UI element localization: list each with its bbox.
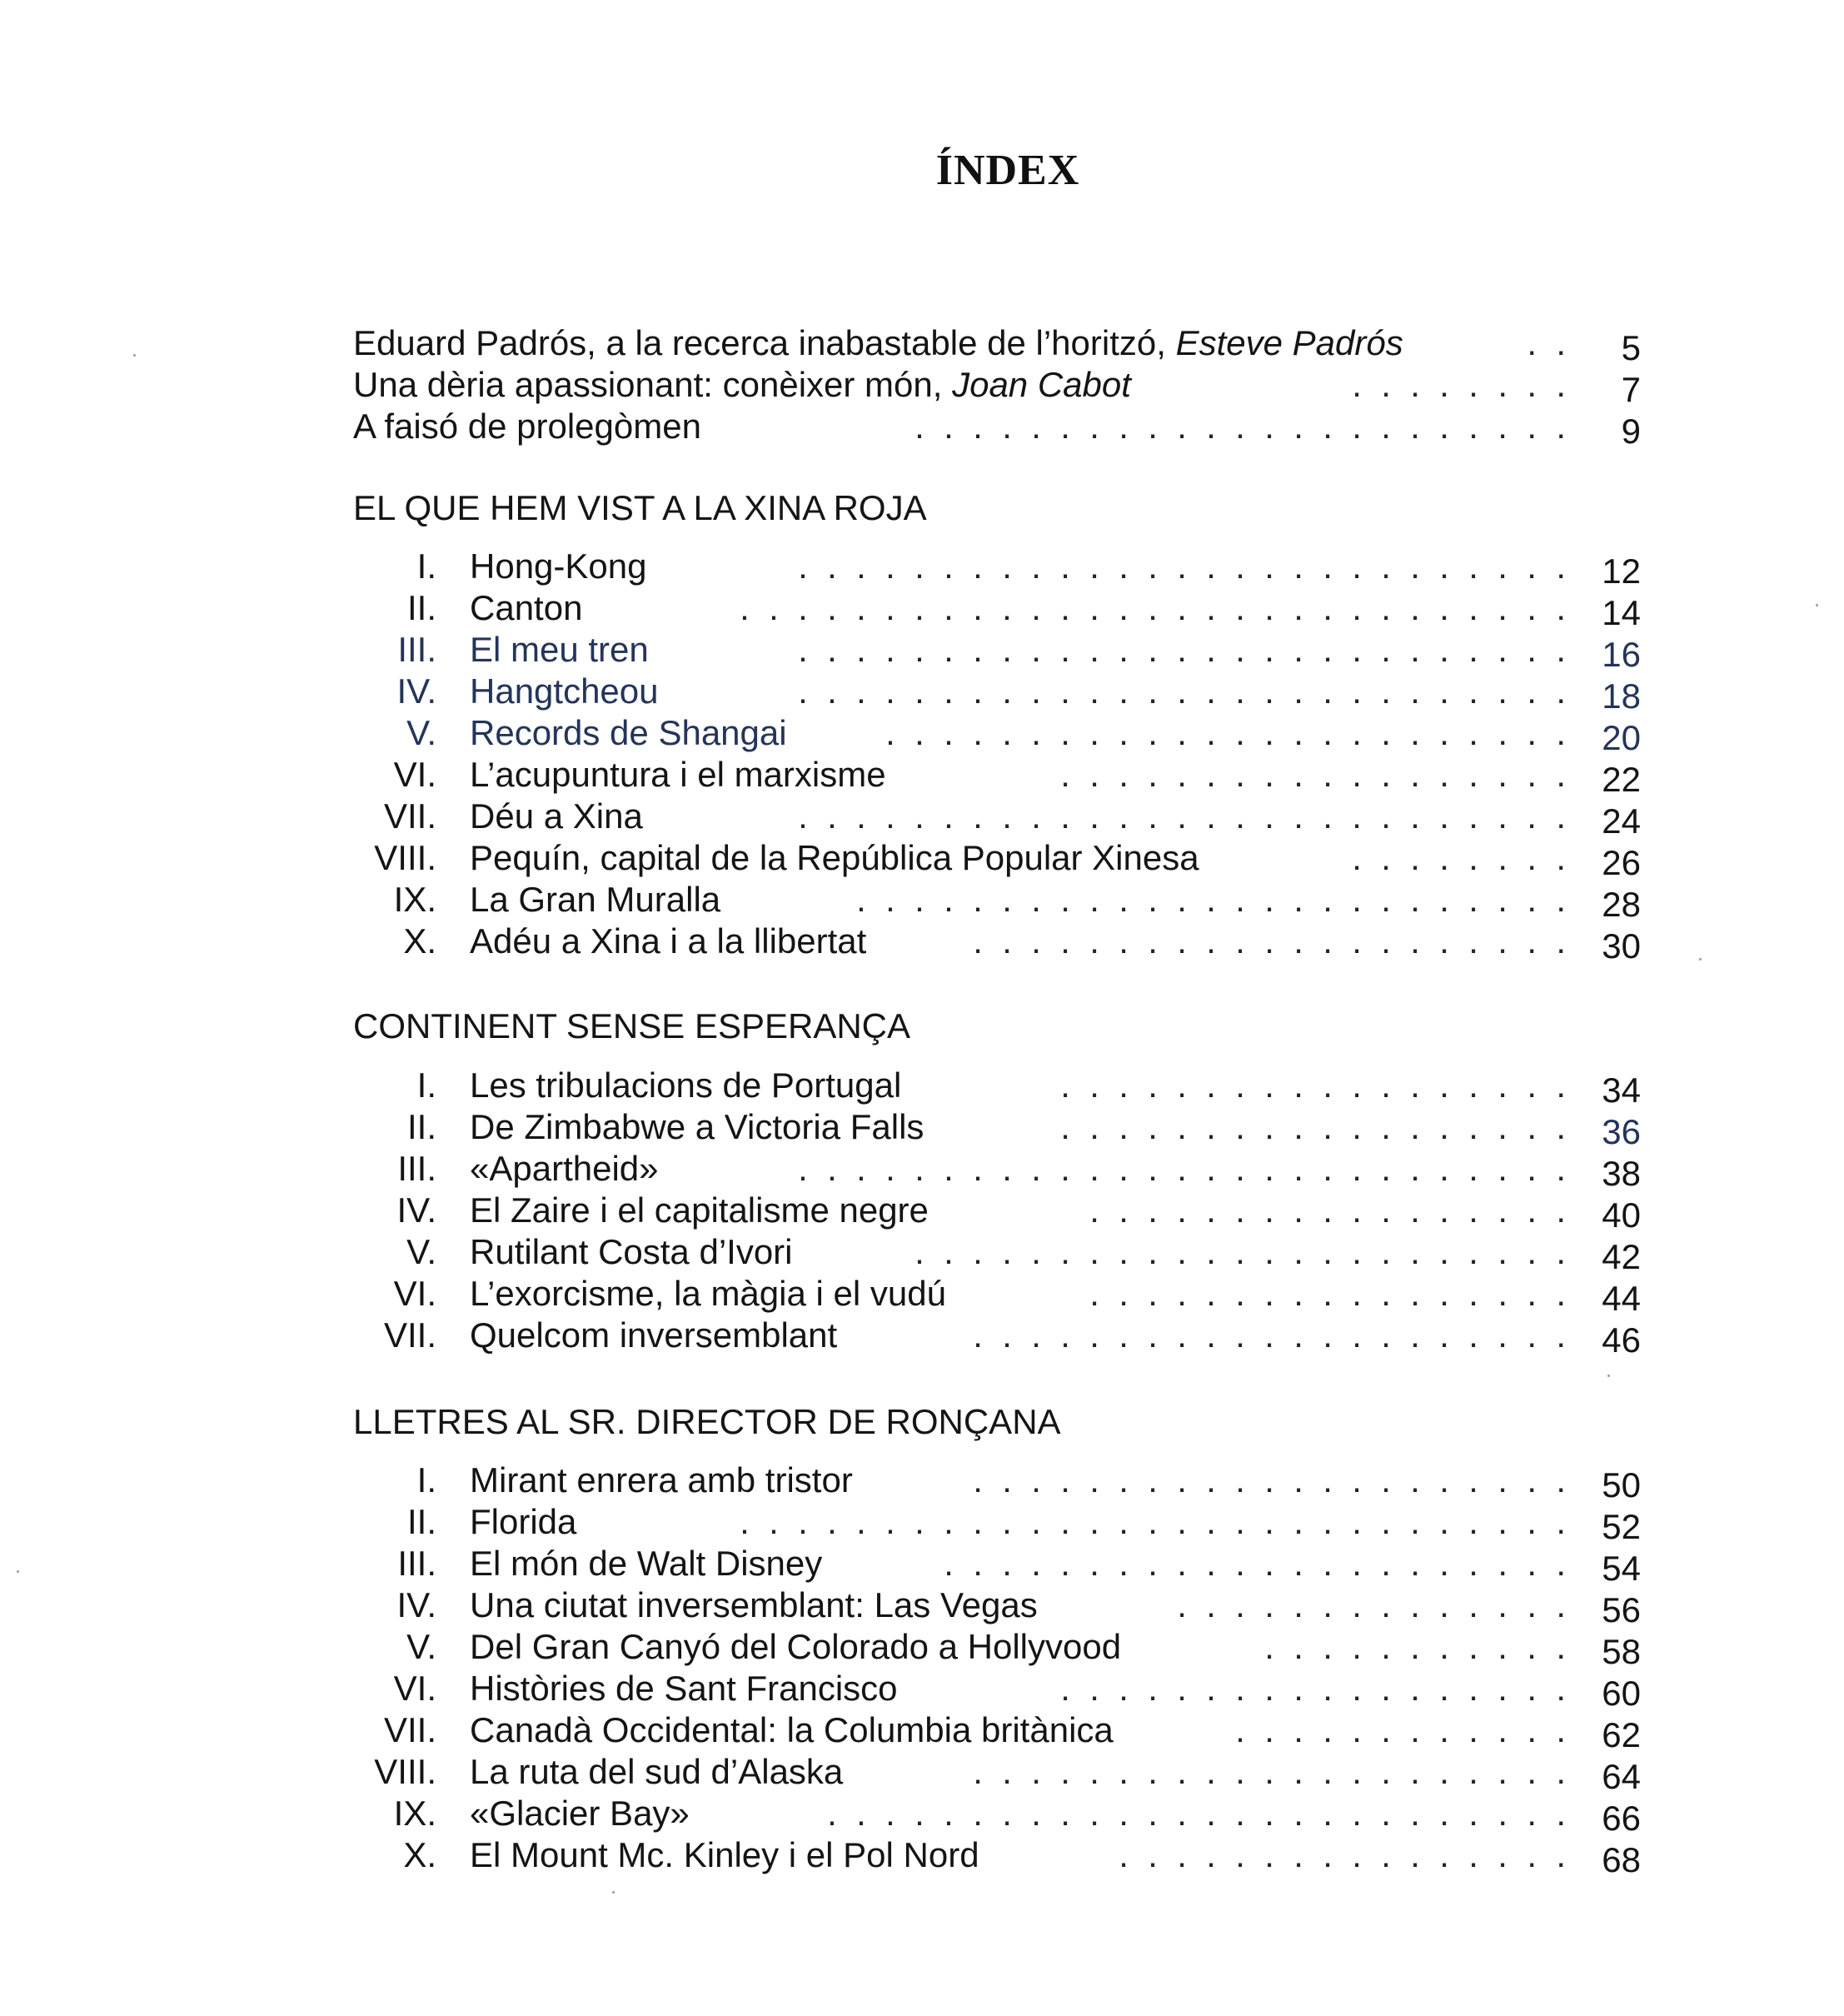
chapter-number: VIII.	[374, 838, 436, 877]
toc-entry	[353, 837, 1641, 882]
page-title: ÍNDEX	[935, 147, 1080, 194]
chapter-page: 14	[1602, 593, 1641, 632]
chapter-number: VII.	[383, 1710, 436, 1749]
chapter-number: III.	[397, 630, 436, 669]
chapter-title: Canadà Occidental: la Columbia britànica	[470, 1710, 1114, 1749]
dot-leader: . . . . . . . . . . . . . . . . . . . . .	[973, 1752, 1566, 1791]
toc-entry-front-1	[353, 322, 1641, 367]
chapter-number: VII.	[383, 796, 436, 836]
chapter-number: IX.	[393, 1794, 436, 1833]
chapter-title: Quelcom inversemblant	[470, 1315, 838, 1355]
dot-leader: . . . . . . . . . . . . . . . . . .	[1060, 1107, 1566, 1146]
chapter-number: IX.	[393, 880, 436, 919]
chapter-number: VIII.	[374, 1752, 436, 1791]
chapter-title: «Apartheid»	[470, 1149, 659, 1188]
chapter-title: Hangtcheou	[470, 671, 659, 711]
entry-author: Joan Cabot	[952, 365, 1131, 404]
chapter-page: 60	[1602, 1674, 1641, 1713]
chapter-number: VI.	[393, 1274, 436, 1313]
dot-leader: . . . . . . . . . . . . . .	[1177, 1585, 1566, 1624]
chapter-title: «Glacier Bay»	[470, 1794, 690, 1833]
chapter-title: L’exorcisme, la màgia i el vudú	[470, 1274, 946, 1313]
toc-entry	[353, 671, 1641, 716]
chapter-page: 62	[1602, 1715, 1641, 1754]
chapter-number: VII.	[383, 1315, 436, 1355]
toc-entry	[353, 1106, 1641, 1151]
chapter-page: 54	[1602, 1549, 1641, 1588]
chapter-page: 18	[1602, 676, 1641, 716]
chapter-title: Rutilant Costa d’Ivori	[470, 1232, 793, 1271]
toc-entry	[353, 1231, 1641, 1276]
dot-leader: . . . . . . . . . . . . . . . . . . . . .	[973, 921, 1566, 961]
toc-entry	[353, 754, 1641, 799]
chapter-page: 20	[1602, 718, 1641, 757]
chapter-title: Mirant enrera amb tristor	[470, 1460, 853, 1500]
chapter-page: 34	[1602, 1070, 1641, 1110]
chapter-page: 52	[1602, 1507, 1641, 1546]
chapter-page: 16	[1602, 635, 1641, 674]
dot-leader: . . . . . . . . . . . . . . . . . . . . .	[973, 1315, 1566, 1355]
chapter-number: II.	[406, 1107, 436, 1146]
chapter-title: El Mount Mc. Kinley i el Pol Nord	[470, 1835, 979, 1874]
chapter-title: El món de Walt Disney	[470, 1544, 823, 1583]
toc-entry	[353, 1668, 1641, 1713]
chapter-title: De Zimbabwe a Victoria Falls	[470, 1107, 924, 1146]
chapter-number: VI.	[393, 755, 436, 794]
dot-leader: . . . . . . . . . . . . . . . . . . . . . . . . . . .	[798, 671, 1566, 711]
chapter-page: 64	[1602, 1757, 1641, 1796]
chapter-number: III.	[397, 1544, 436, 1583]
chapter-number: II.	[406, 588, 436, 627]
chapter-page: 68	[1602, 1840, 1641, 1879]
chapter-page: 24	[1602, 801, 1641, 841]
chapter-page: 46	[1602, 1320, 1641, 1360]
chapter-title: Déu a Xina	[470, 796, 643, 836]
toc-entry-front-3	[353, 406, 1641, 451]
dot-leader: . . . . . . . . . . . . . . . . . . . . . . . . . . . . .	[740, 588, 1566, 627]
speck	[133, 354, 136, 357]
toc-entry	[353, 1315, 1641, 1360]
entry-page: 9	[1621, 412, 1641, 451]
dot-leader: . . . . . . . . . . . . . . . . . . . . . . .	[915, 1232, 1566, 1271]
speck	[612, 1891, 615, 1894]
dot-leader: . . . . . . . . . . . . . . . . . . . . . . . . .	[856, 880, 1566, 919]
chapter-page: 56	[1602, 1590, 1641, 1629]
dot-leader: . . . . . . . . . . . . . . . . . . . . . . . . . . .	[798, 630, 1566, 669]
toc-entry	[353, 1709, 1641, 1754]
dot-leader: . . . . . . . .	[1352, 365, 1566, 404]
toc-entry	[353, 879, 1641, 924]
toc-entry	[353, 1543, 1641, 1588]
entry-title: Eduard Padrós, a la recerca inabastable de l’horitzó,	[353, 323, 1176, 362]
entry-page: 5	[1621, 328, 1641, 367]
chapter-title: Del Gran Canyó del Colorado a Hollyvood	[470, 1627, 1122, 1666]
toc-entry	[353, 1584, 1641, 1629]
section-heading: LLETRES AL SR. DIRECTOR DE RONÇANA	[353, 1402, 1061, 1441]
chapter-number: X.	[403, 921, 436, 961]
chapter-page: 38	[1602, 1154, 1641, 1193]
dot-leader: . . . . . . . . . . . . . . . . . . . . . . .	[915, 407, 1566, 446]
chapter-page: 36	[1602, 1112, 1641, 1151]
toc-entry	[353, 1460, 1641, 1505]
chapter-title: Florida	[470, 1502, 577, 1541]
dot-leader: . . . . . . . . . . . . . . . . . . . . . . . . . . .	[798, 546, 1566, 586]
chapter-title: Una ciutat inversemblant: Las Vegas	[470, 1585, 1038, 1624]
toc-entry	[353, 921, 1641, 966]
toc-entry	[353, 587, 1641, 632]
chapter-page: 30	[1602, 926, 1641, 966]
dot-leader: . .	[1527, 323, 1566, 362]
dot-leader: . . . . . . . . . . . . . . . . . . . . .	[973, 1460, 1566, 1500]
chapter-title: L’acupuntura i el marxisme	[470, 755, 886, 794]
dot-leader: . . . . . . . .	[1352, 838, 1566, 877]
toc-entry	[353, 1273, 1641, 1318]
speck	[17, 1570, 19, 1573]
entry-author: Esteve Padrós	[1175, 323, 1403, 362]
dot-leader: . . . . . . . . . . . . . . . . . . . . . . . .	[885, 713, 1566, 752]
dot-leader: . . . . . . . . . . . .	[1235, 1710, 1566, 1749]
dot-leader: . . . . . . . . . . . . . . . . . . . . . . . . . . .	[798, 1149, 1566, 1188]
chapter-page: 26	[1602, 843, 1641, 882]
chapter-number: V.	[406, 1232, 436, 1271]
toc-entry	[353, 629, 1641, 674]
speck	[1699, 958, 1702, 961]
entry-title: A faisó de prolegòmen	[353, 407, 701, 446]
toc-entry	[353, 1834, 1641, 1879]
chapter-title: El Zaire i el capitalisme negre	[470, 1190, 929, 1230]
chapter-number: IV.	[396, 1585, 436, 1624]
section-heading: EL QUE HEM VIST A LA XINA ROJA	[353, 488, 927, 527]
entry-title: Una dèria apassionant: conèixer món,	[353, 365, 953, 404]
chapter-title: El meu tren	[470, 630, 649, 669]
chapter-number: I.	[416, 1460, 436, 1500]
dot-leader: . . . . . . . . . . . . . . . . . .	[1060, 1065, 1566, 1105]
chapter-number: I.	[416, 1065, 436, 1105]
dot-leader: . . . . . . . . . . . . . . . . .	[1089, 1190, 1566, 1230]
toc-entry	[353, 712, 1641, 757]
toc-entry	[353, 1751, 1641, 1796]
dot-leader: . . . . . . . . . . . . . . . . . . . . . . . . . . . . .	[740, 1502, 1566, 1541]
chapter-page: 58	[1602, 1632, 1641, 1671]
chapter-page: 12	[1602, 551, 1641, 591]
toc-entry-front-2	[353, 364, 1641, 409]
chapter-page: 42	[1602, 1237, 1641, 1276]
chapter-page: 28	[1602, 885, 1641, 924]
speck	[1816, 604, 1818, 606]
chapter-number: V.	[406, 713, 436, 752]
chapter-title: Pequín, capital de la República Popular Xinesa	[470, 838, 1199, 877]
chapter-number: III.	[397, 1149, 436, 1188]
chapter-page: 22	[1602, 760, 1641, 799]
dot-leader: . . . . . . . . . . . . . . . . . . . . . .	[944, 1544, 1566, 1583]
chapter-number: VI.	[393, 1669, 436, 1708]
dot-leader: . . . . . . . . . . . . . . . . . .	[1060, 1669, 1566, 1708]
chapter-title: Hong-Kong	[470, 546, 647, 586]
dot-leader: . . . . . . . . . . .	[1264, 1627, 1566, 1666]
toc-entry	[353, 1065, 1641, 1110]
chapter-page: 40	[1602, 1195, 1641, 1235]
speck	[1607, 1375, 1610, 1377]
entry-page: 7	[1621, 370, 1641, 409]
chapter-number: X.	[403, 1835, 436, 1874]
dot-leader: . . . . . . . . . . . . . . . . . .	[1060, 755, 1566, 794]
chapter-title: Records de Shangai	[470, 713, 787, 752]
chapter-title: Les tribulacions de Portugal	[470, 1065, 902, 1105]
chapter-title: La ruta del sud d’Alaska	[470, 1752, 844, 1791]
chapter-page: 66	[1602, 1799, 1641, 1838]
chapter-page: 44	[1602, 1279, 1641, 1318]
chapter-title: Canton	[470, 588, 583, 627]
toc-entry	[353, 1793, 1641, 1838]
chapter-number: IV.	[396, 671, 436, 711]
toc-entry	[353, 1626, 1641, 1671]
chapter-number: IV.	[396, 1190, 436, 1230]
toc-entry	[353, 796, 1641, 841]
chapter-page: 50	[1602, 1465, 1641, 1505]
chapter-number: II.	[406, 1502, 436, 1541]
chapter-title: Històries de Sant Francisco	[470, 1669, 898, 1708]
toc-entry	[353, 546, 1641, 591]
dot-leader: . . . . . . . . . . . . . . . . .	[1089, 1274, 1566, 1313]
dot-leader: . . . . . . . . . . . . . . . .	[1119, 1835, 1566, 1874]
chapter-number: I.	[416, 546, 436, 586]
toc-entry	[353, 1501, 1641, 1546]
chapter-number: V.	[406, 1627, 436, 1666]
toc-entry	[353, 1148, 1641, 1193]
chapter-title: Adéu a Xina i a la llibertat	[470, 921, 867, 961]
dot-leader: . . . . . . . . . . . . . . . . . . . . . . . . . . .	[798, 796, 1566, 836]
dot-leader: . . . . . . . . . . . . . . . . . . . . . . . . . .	[827, 1794, 1566, 1833]
chapter-title: La Gran Muralla	[470, 880, 721, 919]
toc-entry	[353, 1190, 1641, 1235]
section-heading: CONTINENT SENSE ESPERANÇA	[353, 1006, 911, 1045]
